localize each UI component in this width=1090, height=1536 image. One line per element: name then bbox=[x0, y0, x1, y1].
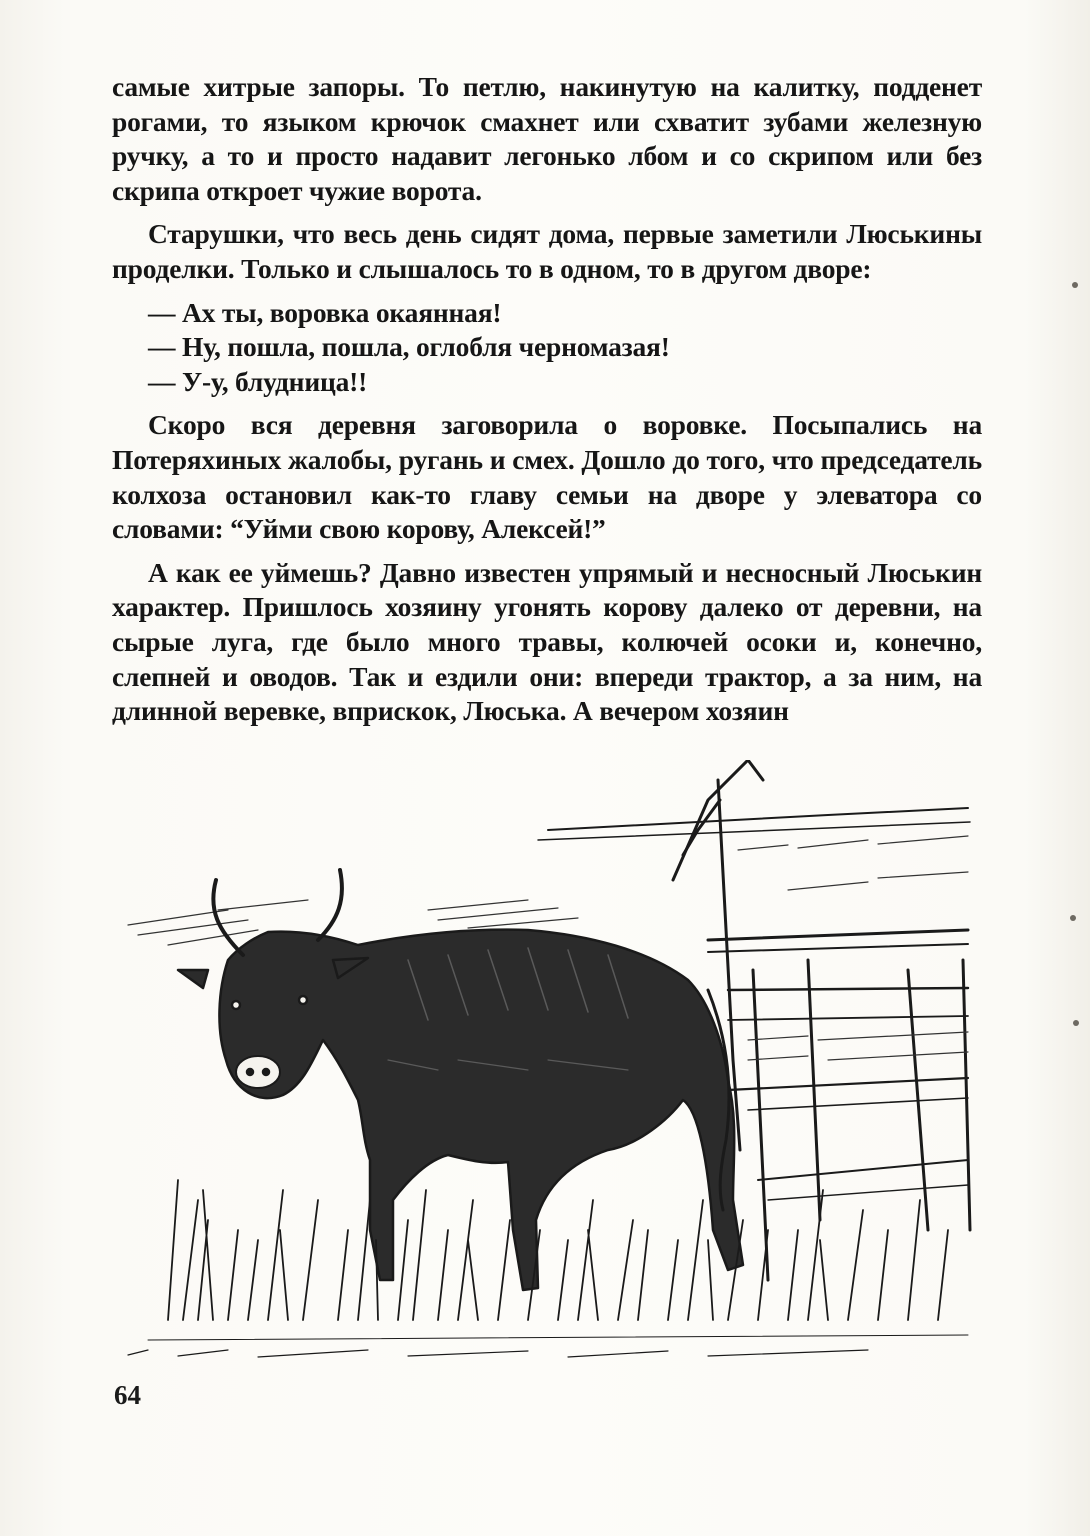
dialogue-line-2: — Ну, пошла, пошла, оглобля черномазая! bbox=[148, 331, 670, 363]
dialogue-line-3: — У-у, блудница!! bbox=[148, 365, 368, 397]
page-number: 64 bbox=[114, 1380, 141, 1410]
paragraph-3: Скоро вся деревня заговорила о воровке. Посыпались на Потеряхиных жалобы, ругань и смех. Дошло до того, что председатель колхоза остановил как-то главу семьи на дворе у элеватора со словами: “Уйми свою корову, Алексей!” bbox=[112, 409, 982, 545]
body-text bbox=[112, 70, 982, 738]
grass bbox=[128, 1180, 968, 1357]
dialogue-line-1: — Ах ты, воровка окаянная! bbox=[148, 296, 502, 328]
cow bbox=[178, 870, 743, 1290]
paragraph-2: Старушки, что весь день сидят дома, первые заметили Люськины проделки. Только и слышалось то в одном, то в другом дворе: bbox=[112, 218, 982, 284]
cow-illustration bbox=[108, 760, 988, 1360]
paragraph-4: А как ее уймешь? Давно известен упрямый и несносный Люськин характер. Пришлось хозяину угонять корову далеко от деревни, на сырые луга, где было много травы, колючей осоки и, конечно, слепней и оводов. Так и ездили они: впереди трактор, а за ним, на длинной веревке, вприскок, Люська. А вечером хозяин bbox=[112, 556, 982, 727]
paragraph-1: самые хитрые запоры. То петлю, накинутую на калитку, подденет рогами, то языком крючок смахнет или схватит зубами железную ручку, а то и просто надавит легонько лбом и со скрипом или без скрипа откроет чужие ворота. bbox=[112, 71, 982, 206]
margin-speck bbox=[1070, 915, 1076, 921]
margin-speck bbox=[1073, 1020, 1079, 1026]
margin-speck bbox=[1072, 282, 1078, 288]
